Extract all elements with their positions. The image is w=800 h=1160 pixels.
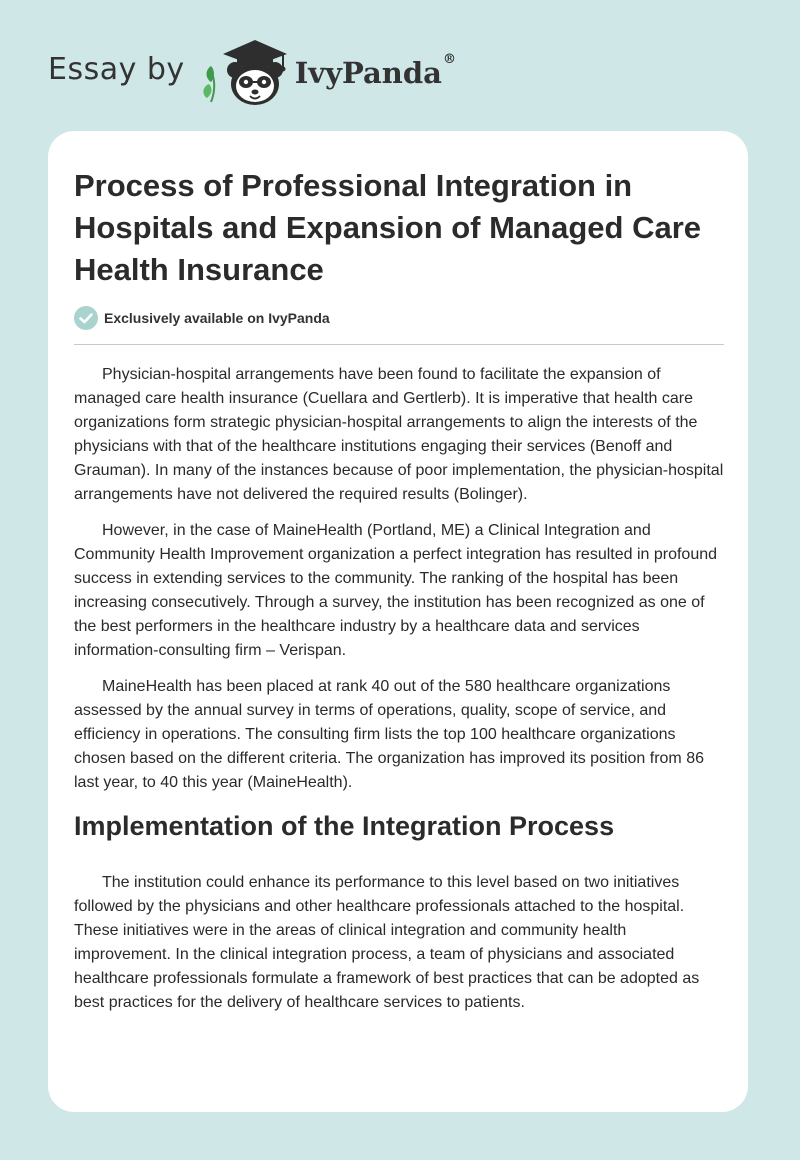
section-heading: Implementation of the Integration Process <box>74 811 615 841</box>
exclusive-badge <box>74 306 330 330</box>
brand-text: IvyPanda <box>294 56 442 90</box>
brand-name[interactable] <box>294 52 456 90</box>
body-paragraph: However, in the case of MaineHealth (Portland, ME) a Clinical Integration and Community Health Improvement organization a perfect integration has resulted in profound success in extending services to the community. The ranking of the hospital has been increasing consecutively. Through a survey, the institution has been recognized as one of the best performers in the healthcare industry by a healthcare data and services information-consulting firm – Verispan. <box>74 522 718 659</box>
body-paragraph: Physician-hospital arrangements have been found to facilitate the expansion of managed care health insurance (Cuellara and Gertlerb). It is imperative that health care organizations form strategic physician-hospital arrangements to align the interests of the physicians with that of the healthcare institutions engaging their services (Benoff and Grauman). In many of the instances because of poor implementation, the physician-hospital arrangements have not delivered the required results (Bolinger). <box>74 366 724 503</box>
registered-mark: ® <box>442 52 456 67</box>
title-divider <box>74 344 724 345</box>
section-paragraph: The institution could enhance its performance to this level based on two initiatives followed by the physicians and other healthcare professionals attached to the hospital. These initiatives were in the areas of clinical integration and community health improvement. In the clinical integration process, a team of physicians and associated healthcare professionals formulate a framework of best practices that can be adopted as best practices for the delivery of healthcare services to patients. <box>74 874 700 1011</box>
exclusive-label: Exclusively available on IvyPanda <box>104 310 330 326</box>
check-circle-icon <box>74 306 98 330</box>
article-title: Process of Professional Integration in Hospitals and Expansion of Managed Care Health Insurance <box>74 168 702 287</box>
article-body <box>74 363 726 1027</box>
body-paragraph: MaineHealth has been placed at rank 40 out of the 580 healthcare organizations assessed by the annual survey in terms of operations, quality, scope of service, and efficiency in operations. The consulting firm lists the top 100 healthcare organizations chosen based on the different criteria. The organization has improved its position from 86 last year, to 40 this year (MaineHealth). <box>74 678 704 791</box>
article-card <box>48 131 748 1112</box>
ivypanda-logo-icon[interactable] <box>197 36 289 108</box>
site-header <box>48 36 456 108</box>
essay-by-label: Essay by <box>48 51 185 87</box>
